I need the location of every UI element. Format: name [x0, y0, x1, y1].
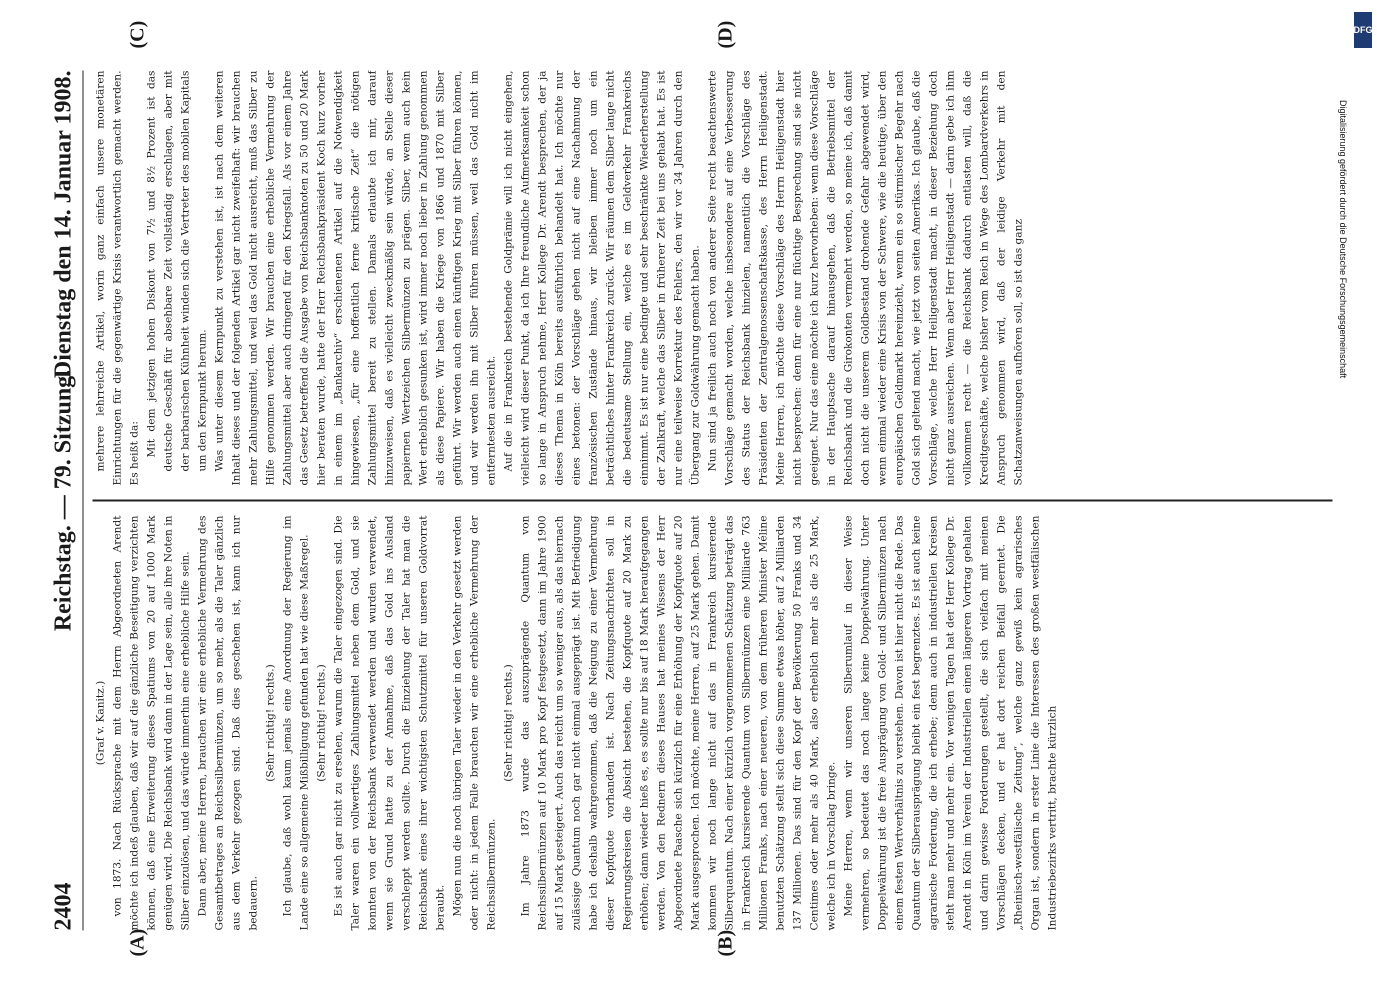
paragraph: mehrere lehrreiche Artikel, worin ganz einfach unsere monetären Einrichtungen für die gegenwärtige Krisis verantwortlich gemacht werden. Es heißt da: — [94, 70, 140, 485]
dfg-logo: DFG — [1354, 12, 1372, 48]
paragraph: Dann aber, meine Herren, brauchen wir eine erhebliche Vermehrung des Gesamtbetrages an Reichssilbermünzen, um so mehr, als die Taler gänzlich aus dem Verkehr gezogen sind. Daß dies geschehen ist, kann ich nur bedauern. — [196, 515, 259, 930]
paragraph: Im Jahre 1873 wurde das auszuprägende Quantum von Reichssilbermünzen auf 10 Mark pro Kopf festgesetzt, dann im Jahre 1900 auf 15 Mark gesteigert. Auch das reicht um so weniger aus, als das hiernach zulässige Quantum noch gar nicht einmal ausgeprägt ist. Mit Befriedigung habe ich deshalb wahrgenommen, daß die Neigung zu einer Vermehrung dieser Kopfquote vorhanden ist. Nach Zeitungsnachrichten soll in Regierungskreisen die Absicht bestehen, die Kopfquote auf 20 Mark zu erhöhen; dann wieder hieß es, es sollte nur bis auf 18 Mark heraufgegangen werden. Von den Rednern dieses Hauses hat meines Wissens der Herr Abgeordnete Paasche sich kürzlich für eine Erhöhung der Kopfquote auf 20 Mark ausgesprochen. Ich möchte, meine Herren, auf 25 Mark gehen. Damit kommen wir noch lange nicht auf das in Frankreich kursierende Silberquantum. Nach einer kürzlich vorgenommenen Schätzung beträgt das in Frankreich kursierende Quantum von Silbermünzen eine Milliarde 763 Millionen Franks, nach einer neueren, von dem früheren Minister Méline benutzten Schätzung stellt sich diese Summe etwas höher, auf 2 Milliarden 137 Millionen. Das sind für den Kopf der Bevölkerung 50 Franks und 34 Centimes oder mehr als 40 Mark, also erheblich mehr als die 25 Mark, welche ich in Vorschlag bringe. — [519, 515, 837, 930]
paragraph: Was unter diesem Kernpunkt zu verstehen ist, ist nach dem weiteren Inhalt dieses und der folgenden Artikel gar nicht zweifelhaft: wir brauchen mehr Zahlungsmittel, und weil das Gold nicht ausreicht, muß das Silber zu Hilfe genommen werden. Wir brauchen eine erhebliche Vermehrung der Zahlungsmittel aber auch dringend für den Kriegsfall. Als vor einem Jahre das Gesetz betreffend die Ausgabe von Reichsbanknoten zu 50 und 20 Mark hier beraten wurde, hatte der Herr Reichsbankpräsident Koch kurz vorher in einem im „Bankarchiv“ erschienenen Artikel auf die Notwendigkeit hingewiesen, „für eine hoffentlich ferne kritische Zeit“ die nötigen Zahlungsmittel bereit zu stellen. Damals erlaubte ich mir, darauf hinzuweisen, daß es vielleicht zweckmäßig sein würde, an Stelle dieser papiernen Wertzeichen Silbermünzen zu prägen. Silber, wenn auch kein Wert erheblich gesunken ist, wird immer noch lieber in Zahlung genommen als diese Papiere. Wir haben die Kriege von 1866 und 1870 mit Silber geführt. Wir werden auch einen künftigen Krieg mit Silber führen können, und wir werden ihn mit Silber führen müssen, weil das Gold nicht im entferntesten ausreicht. — [213, 70, 497, 485]
page-header — [50, 70, 83, 930]
paragraph: Mögen nun die noch übrigen Taler wieder in den Verkehr gesetzt werden oder nicht: in jedem Falle brauchen wir eine erhebliche Vermehrung der Reichssilbermünzen. — [451, 515, 497, 930]
digitization-credit — [1330, 100, 1355, 1000]
paragraph: Es ist auch gar nicht zu ersehen, warum die Taler eingezogen sind. Die Taler waren ein vollwertiges Zahlungsmittel neben dem Gold, und sie konnten von der Reichsbank verwendet werden und wurden verwendet, wenn sie Grund hatte zu der Annahme, daß das Gold ins Ausland verschleppt werden sollte. Durch die Einziehung der Taler hat man die Reichsbank eines ihrer wichtigsten Schutzmittel für unseren Goldvorrat beraubt. — [332, 515, 446, 930]
left-column — [92, 515, 1332, 930]
paragraph: Ich glaube, daß wohl kaum jemals eine Anordnung der Regierung im Lande eine so allgemeine Mißbilligung gefunden hat wie diese Maßregel. — [281, 515, 310, 930]
paragraph: von 1873. Nach Rücksprache mit dem Herrn Abgeordneten Arendt möchte ich indeß glauben, daß wir auf die gänzliche Beseitigung verzichten können, daß eine Erweiterung dieses Spatiums von 20 auf 1000 Mark genügen wird. Die Reichsbank wird dann in der Lage sein, alle ihre Noten in Silber einzulösen, und das würde immerhin eine erhebliche Hilfe sein. — [111, 515, 191, 930]
paragraph: Meine Herren, wenn wir unseren Silberumlauf in dieser Weise vermehren, so bedeutet das noch lange keine Doppelwährung. Unter Doppelwährung ist die freie Ausprägung von Gold- und Silbermünzen nach einem festen Wertverhältnis zu verstehen. Davon ist hier nicht die Rede. Das Quantum der Silberausprägung bleibt ein fest begrenztes. Es ist auch keine agrarische Forderung, die ich erhebe; denn auch in industriellen Kreisen steht man mehr und mehr ein. Vor wenigen Tagen hat der Herr Kollege Dr. Arendt in Köln im Verein der Industriellen einen längeren Vortrag gehalten und darin gewisse Forderungen gestellt, die sich vielfach mit meinen Vorschlägen decken, und er hat dort reichen Beifall geerntet. Die „Rheinisch-westfälische Zeitung“, welche ganz gewiß kein agrarisches Organ ist, sondern in erster Linie die Interessen des großen westfälischen Industriebezirks vertritt, brachte kürzlich — [842, 515, 1058, 930]
interjection: (Sehr richtig! rechts.) — [264, 663, 276, 782]
speaker-tag: (Graf v. Kanitz.) — [94, 680, 106, 765]
session-title: Reichstag. — 79. Sitzung. — [50, 369, 76, 631]
margin-mark-b: (B) — [714, 929, 736, 956]
right-column — [92, 70, 1332, 485]
credit-text: Digitalisierung gefördert durch die Deutsche Forschungsgemeinschaft — [1338, 100, 1348, 379]
margin-mark-d: (D) — [714, 20, 736, 48]
margin-mark-a: (A) — [126, 928, 148, 956]
interjection: (Sehr richtig! rechts.) — [315, 663, 327, 782]
page-number: 2404 — [50, 882, 76, 930]
session-date: Dienstag den 14. Januar 1908. — [50, 70, 76, 378]
margin-mark-c: (C) — [126, 20, 148, 48]
quotation: Mit dem jetzigen hohen Diskont von 7½ und 8½ Prozent ist das deutsche Geschäft für absehbare Zeit vollständig erschlagen, aber mit der barbarischen Kühnheit winden sich die Vertreter des mobilen Kapitals um den Kernpunkt herum. — [145, 70, 208, 471]
column-divider — [92, 500, 1332, 502]
interjection: (Sehr richtig! rechts.) — [502, 663, 514, 782]
paragraph: Nun sind ja freilich auch noch von anderer Seite recht beachtenswerte Vorschläge gemacht worden, welche insbesondere auf eine Verbesserung des Status der Reichsbank hinzielen, namentlich die Vorschläge des Präsidenten der Zentralgenossenschaftskasse, des Herrn Heiligenstadt. Meine Herren, ich möchte diese Vorschläge des Herrn Heiligenstadt hier nicht besprechen: denn für eine nur flüchtige Besprechung sind sie nicht geeignet. Nur das eine möchte ich kurz hervorheben: wenn diese Vorschläge in der Hauptsache darauf hinausgehen, daß die Betriebsmittel der Reichsbank und die Girokonten vermehrt werden, so meine ich, daß damit doch nicht die unserem Goldbestand drohende Gefahr abgewendet wird, wenn einmal wieder eine Krisis von der Schwere, wie die heutige, über den europäischen Geldmarkt hereinzieht, wenn ein so stürmischer Begehr nach Gold sich geltend macht, wie jetzt von seiten Amerikas. Ich glaube, daß die Vorschläge, welche Herr Heiligenstadt macht, in dieser Beziehung doch nicht ganz ausreichen. Wenn aber Herr Heiligenstadt — darin gebe ich ihm vollkommen recht — die Reichsbank dadurch entlasten will, daß die Kreditgeschäfte, welche bisher vom Reich in Wege des Lombardverkehrs in Anspruch genommen wird, daß der leidige Verkehr mit den Schatzanweisungen aufhören soll, so ist das ganz — [706, 70, 1024, 485]
paragraph: Auf die in Frankreich bestehende Goldprämie will ich nicht eingehen, vielleicht wird dieser Punkt, da ich Ihre freundliche Aufmerksamkeit schon so lange in Anspruch nehme, Herr Kollege Dr. Arendt besprechen, der ja dieses Thema in Köln bereits ausführlich behandelt hat. Ich möchte nur eines betonen: der Vorschläge gehen nicht auf eine Nachahmung der französischen Zustände hinaus, wir bleiben immer noch um ein beträchtliches hinter Frankreich zurück. Wir räumen dem Silber lange nicht die bedeutsame Stellung ein, welche es im Geldverkehr Frankreichs einnimmt. Es ist nur eine bedingte und sehr beschränkte Wiederherstellung der Zahlkraft, welche das Silber in früherer Zeit bei uns gehabt hat. Es ist nur eine teilweise Korrektur des Fehlers, den wir vor 34 Jahren durch den Übergang zur Goldwährung gemacht haben. — [502, 70, 701, 485]
